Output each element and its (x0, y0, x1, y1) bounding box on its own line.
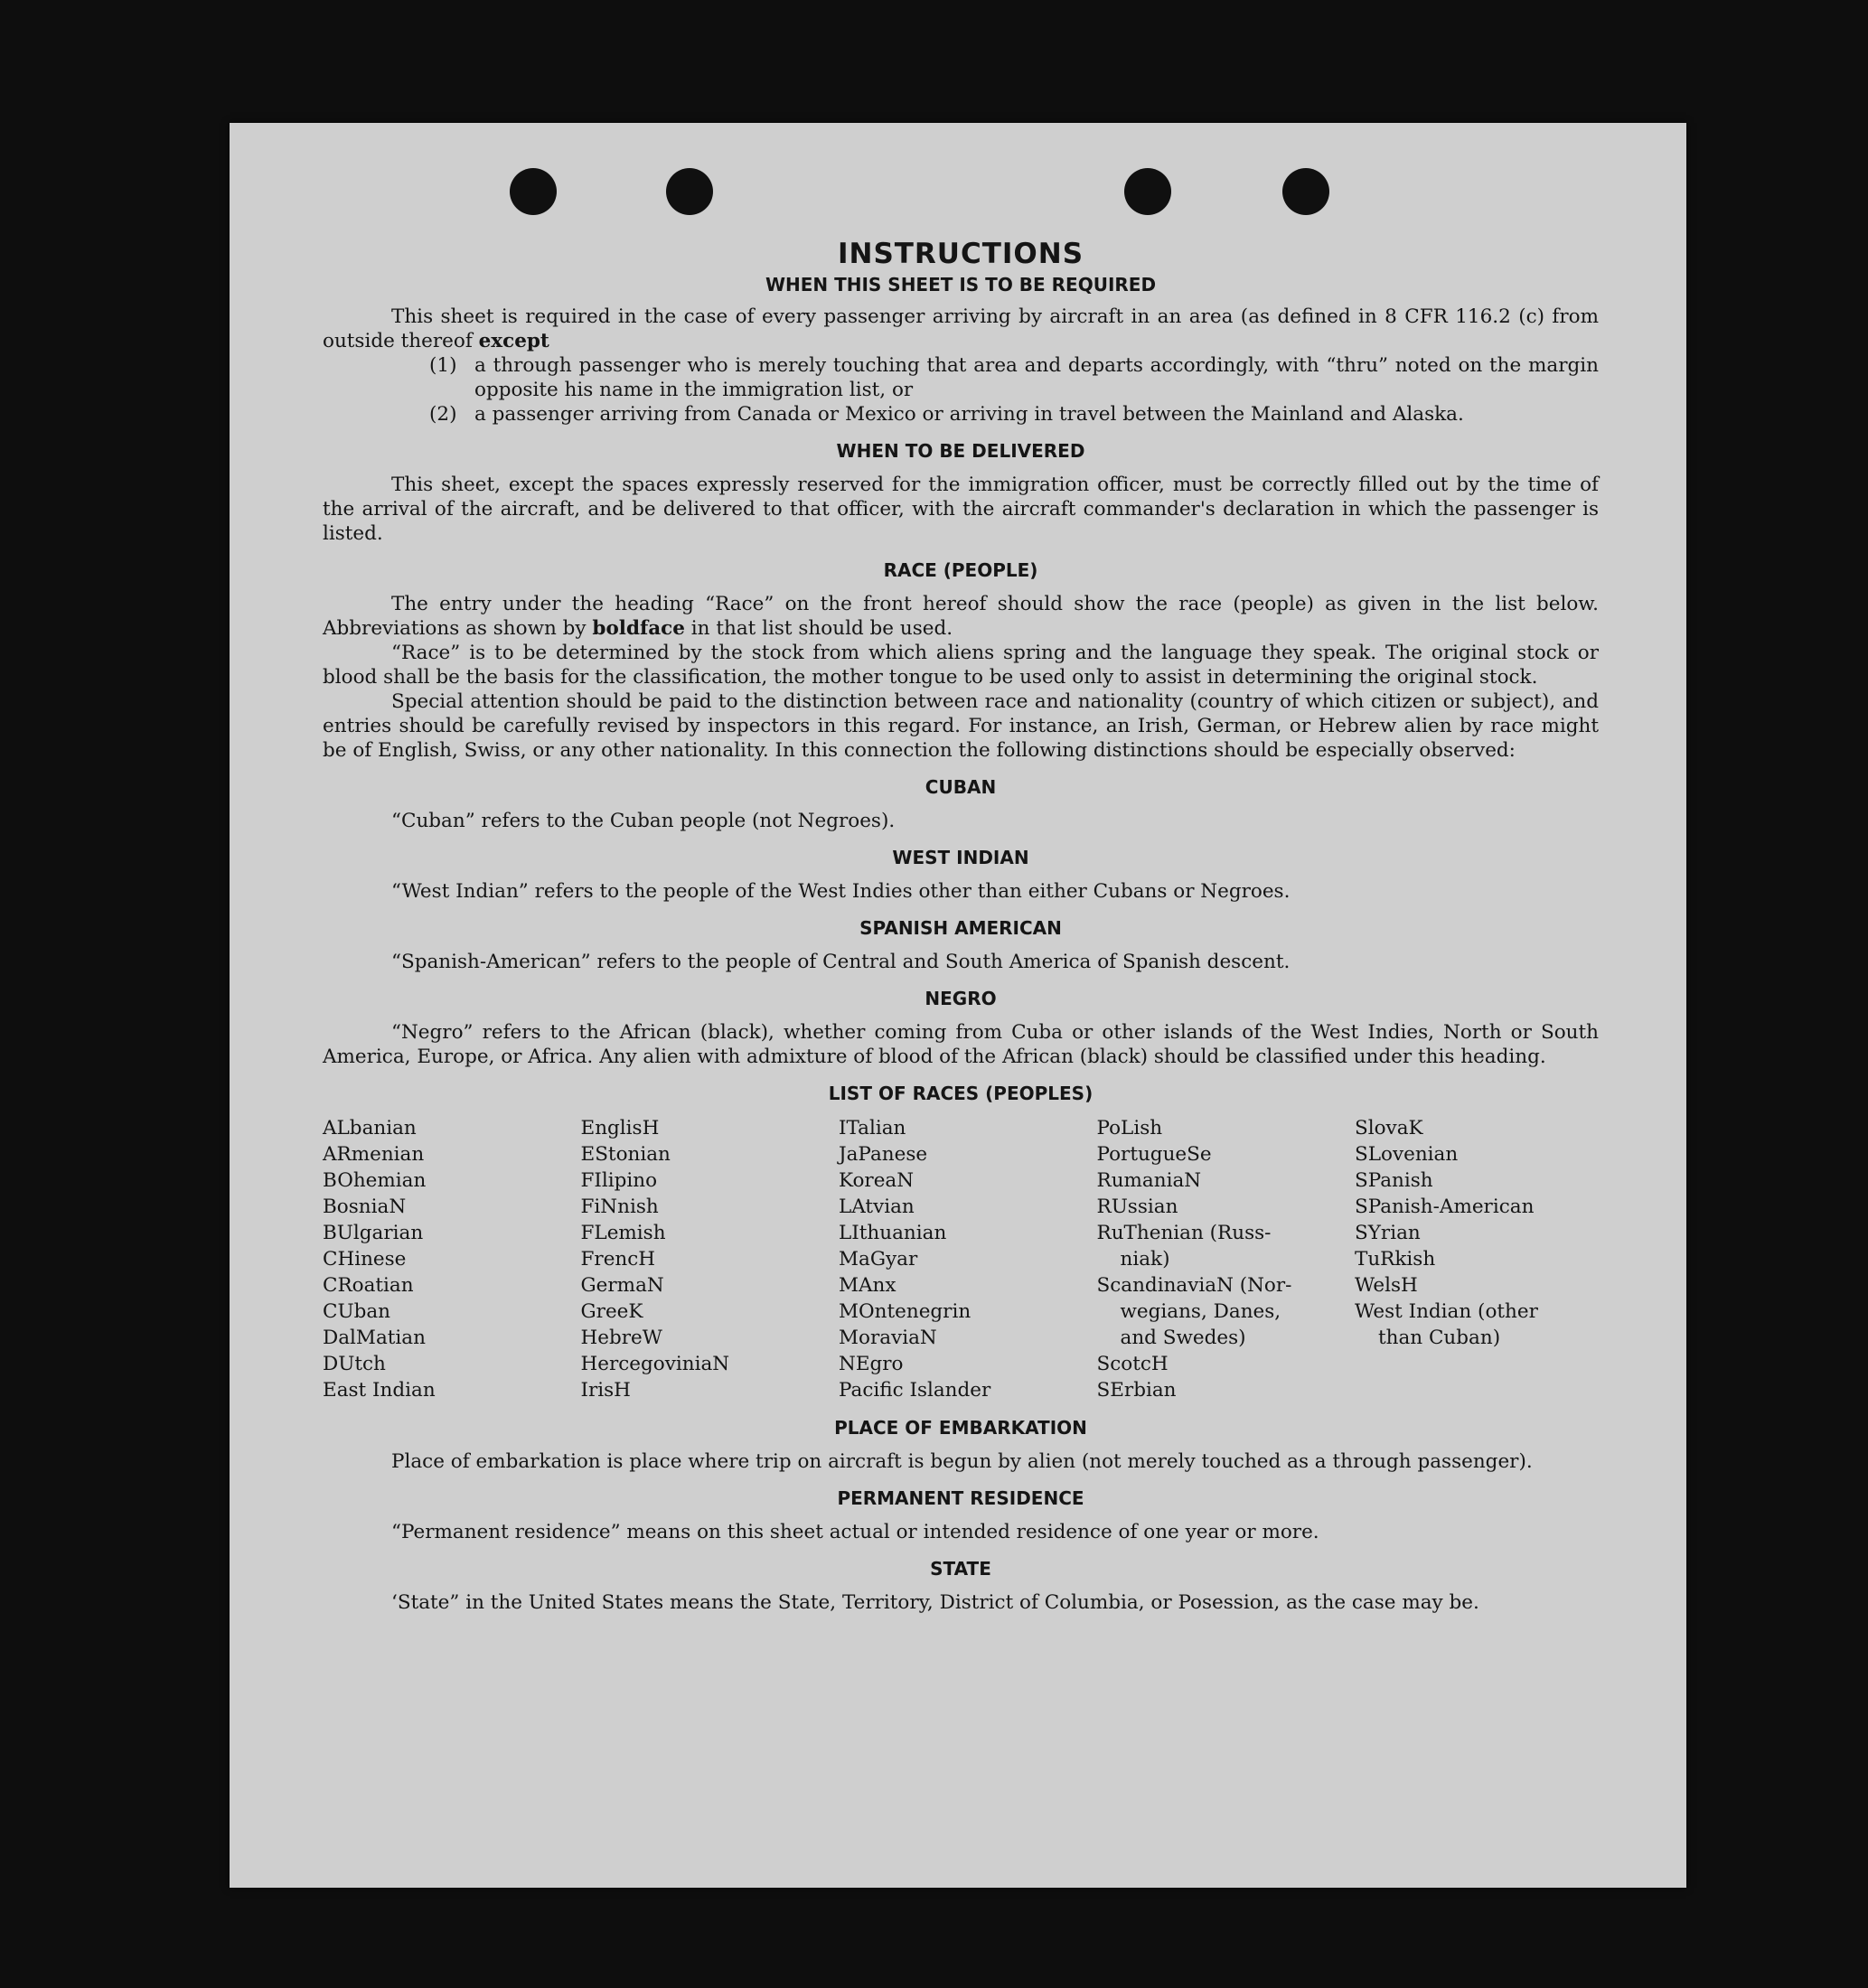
heading-race: RACE (PEOPLE) (883, 559, 1038, 581)
race-column-4 (1097, 1115, 1341, 1403)
race-item: DUtch (323, 1353, 386, 1375)
race-item: SLovenian (1355, 1143, 1459, 1166)
punch-hole-2 (666, 168, 713, 215)
required-item-1-text: a through passenger who is merely touching that area and departs accordingly, with “thru” noted on the margin opposite his name in the immigration list, or (474, 354, 1599, 401)
required-item-2-text: a passenger arriving from Canada or Mexico or arriving in travel between the Mainland and Alaska. (474, 403, 1464, 426)
race-item: PoLish (1096, 1117, 1163, 1139)
race-item: FiNnish (580, 1196, 659, 1218)
race-item: EStonian (580, 1143, 671, 1166)
race-item: ScotcH (1096, 1353, 1169, 1375)
race-item: KoreaN (839, 1169, 915, 1192)
state-text: ‘State” in the United States means the State, Territory, District of Columbia, or Posession, as the case may be. (391, 1591, 1479, 1614)
race-item: PortugueSe (1096, 1143, 1212, 1166)
race-item: MOntenegrin (839, 1300, 972, 1323)
cuban-text: “Cuban” refers to the Cuban people (not Negroes). (391, 810, 896, 832)
race-boldface-word: boldface (592, 617, 685, 640)
race-item: LIthuanian (839, 1222, 947, 1244)
race-item: ARmenian (323, 1143, 425, 1166)
required-intro: This sheet is required in the case of every passenger arriving by aircraft in an area (as defined in 8 CFR 116.2 (c) from outside thereof except (323, 305, 1599, 352)
race-item: HercegoviniaN (580, 1353, 730, 1375)
race-item: CHinese (323, 1248, 407, 1271)
race-item: BosniaN (323, 1196, 407, 1218)
race-item: SYrian (1355, 1222, 1421, 1244)
heading-state: STATE (930, 1558, 991, 1580)
embarkation-text: Place of embarkation is place where trip on aircraft is begun by alien (not merely touched as a through passenger). (391, 1450, 1533, 1473)
race-item: MAnx (839, 1274, 896, 1297)
race-paragraph-3: Special attention should be paid to the distinction between race and nationality (country of which citizen or subject), and entries should be carefully revised by inspectors in this regard. For instance, an Irish, German, or Hebrew alien by race might be of English, Swiss, or any other nationality. In this connection the following distinctions should be especially observed: (323, 690, 1599, 762)
race-item: WelsH (1355, 1274, 1418, 1297)
race-item: SlovaK (1355, 1117, 1423, 1139)
race-column-2 (581, 1115, 825, 1403)
race-item: FIlipino (580, 1169, 658, 1192)
race-item: RUssian (1096, 1196, 1178, 1218)
race-item: RumaniaN (1096, 1169, 1202, 1192)
heading-embarkation: PLACE OF EMBARKATION (834, 1417, 1087, 1439)
heading-residence: PERMANENT RESIDENCE (837, 1487, 1084, 1509)
required-item-1 (429, 353, 1599, 402)
race-item: EnglisH (580, 1117, 660, 1139)
race-item: ITalian (839, 1117, 906, 1139)
race-list (323, 1115, 1599, 1403)
race-item: TuRkish (1355, 1248, 1436, 1271)
required-item-2 (429, 402, 1599, 427)
race-item: ALbanian (323, 1117, 417, 1139)
west-indian-text: “West Indian” refers to the people of the West Indies other than either Cubans or Negroes. (391, 880, 1291, 903)
race-item-continuation: niak) (1120, 1248, 1170, 1271)
page-title: INSTRUCTIONS (837, 238, 1084, 270)
race-item-continuation: and Swedes) (1120, 1327, 1246, 1349)
race-item: CRoatian (323, 1274, 414, 1297)
race-item: BUlgarian (323, 1222, 424, 1244)
race-item: MaGyar (839, 1248, 918, 1271)
heading-negro: NEGRO (925, 988, 997, 1009)
race-item: BOhemian (323, 1169, 427, 1192)
race-item: NEgro (839, 1353, 904, 1375)
race-paragraph-2: “Race” is to be determined by the stock from which aliens spring and the language they speak. The original stock or blood shall be the basis for the classification, the mother tongue to be used only to assist in determining the original stock. (323, 642, 1599, 689)
negro-text: “Negro” refers to the African (black), whether coming from Cuba or other islands of the West Indies, North or South America, Europe, or Africa. Any alien with admixture of blood of the African (black) should be classified under this heading. (323, 1021, 1599, 1068)
race-item: ScandinaviaN (Nor- (1096, 1274, 1292, 1297)
race-paragraph-1: The entry under the heading “Race” on the front hereof should show the race (people) as given in the list below. Abbreviations as shown by boldface in that list should be used. (323, 593, 1599, 640)
race-item: HebreW (580, 1327, 662, 1349)
punch-hole-4 (1282, 168, 1329, 215)
heading-spanish-american: SPANISH AMERICAN (859, 917, 1062, 939)
race-item: JaPanese (839, 1143, 928, 1166)
race-item: SPanish (1355, 1169, 1433, 1192)
heading-cuban: CUBAN (925, 776, 997, 798)
race-column-5 (1355, 1115, 1599, 1403)
race-item: LAtvian (839, 1196, 915, 1218)
race-item: Pacific Islander (839, 1379, 991, 1402)
punch-hole-1 (510, 168, 557, 215)
race-item: SErbian (1096, 1379, 1177, 1402)
document-sheet (230, 123, 1686, 1888)
race-item: FrencH (580, 1248, 656, 1271)
race-item: East Indian (323, 1379, 436, 1402)
race-item: GermaN (580, 1274, 664, 1297)
required-item-1-number: (1) (429, 354, 457, 377)
race-item: SPanish-American (1355, 1196, 1535, 1218)
race-item: RuThenian (Russ- (1096, 1222, 1272, 1244)
spanish-american-text: “Spanish-American” refers to the people of Central and South America of Spanish descent. (391, 951, 1291, 973)
race-item: IrisH (580, 1379, 631, 1402)
race-item: DalMatian (323, 1327, 426, 1349)
race-item: West Indian (other (1355, 1300, 1538, 1323)
race-item-continuation: wegians, Danes, (1120, 1300, 1281, 1323)
required-intro-bold: except (478, 330, 549, 352)
required-item-2-number: (2) (429, 403, 457, 426)
heading-delivered: WHEN TO BE DELIVERED (836, 440, 1085, 462)
race-item: GreeK (580, 1300, 643, 1323)
instructions-content (323, 237, 1599, 1615)
race-item: CUban (323, 1300, 390, 1323)
race-item-continuation: than Cuban) (1378, 1327, 1501, 1349)
heading-west-indian: WEST INDIAN (892, 847, 1029, 868)
delivered-text: This sheet, except the spaces expressly reserved for the immigration officer, must be correctly filled out by the time of the arrival of the aircraft, and be delivered to that officer, with the aircraft commander's declaration in which the passenger is listed. (323, 474, 1599, 545)
heading-required: WHEN THIS SHEET IS TO BE REQUIRED (765, 274, 1157, 295)
race-item: FLemish (580, 1222, 666, 1244)
residence-text: “Permanent residence” means on this sheet actual or intended residence of one year or more. (391, 1521, 1319, 1543)
heading-list-of-races: LIST OF RACES (PEOPLES) (828, 1083, 1094, 1104)
race-column-3 (839, 1115, 1083, 1403)
race-item: MoraviaN (839, 1327, 937, 1349)
race-column-1 (323, 1115, 567, 1403)
punch-hole-3 (1124, 168, 1171, 215)
